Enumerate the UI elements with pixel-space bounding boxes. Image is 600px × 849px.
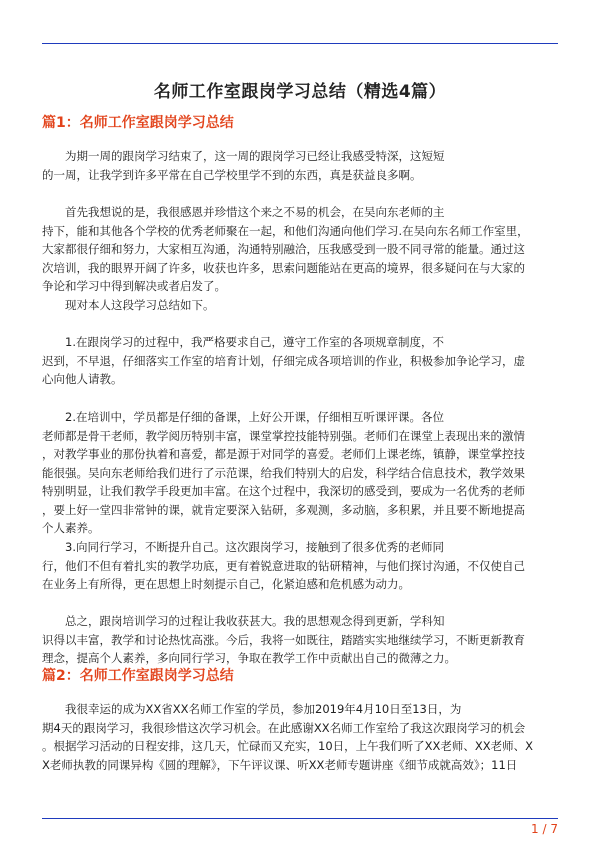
- page-number: 1 / 7: [531, 822, 558, 836]
- paragraph-line: 为期一周的跟岗学习结束了，这一周的跟岗学习已经让我感受特深，这短短: [65, 149, 445, 163]
- paragraph-line: 次培训，我的眼界开阔了许多，收获也许多，思索问题能站在更高的境界，很多疑问在与大家的: [42, 260, 525, 275]
- document-title: 名师工作室跟岗学习总结（精选4篇）: [153, 82, 447, 102]
- paragraph-line: X老师执教的同课异构《圆的理解》，下午评议课、听XX老师专题讲座《细节成就高效》；11日: [42, 757, 518, 772]
- footer-rule: [42, 818, 558, 819]
- paragraph-line: 特别明显，让我们教学手段更加丰富。在这个过程中，我深切的感受到，要成为一名优秀的老师: [42, 484, 525, 498]
- paragraph-line: 迟到，不早退，仔细落实工作室的培育计划，仔细完成各项培训的作业，积极参加争论学习，虚: [42, 353, 525, 368]
- paragraph: [42, 203, 558, 296]
- paragraph-line: 我很幸运的成为XX省XX名师工作室的学员，参加2019年4月10日至13日，为: [65, 702, 462, 716]
- paragraph-line: ，对教学事业的那份执着和喜爱，都是源于对同学的喜爱。老师们上课老练，镇静，课堂掌控技: [42, 447, 525, 461]
- paragraph-line: 行，他们不但有着扎实的教学功底，更有着锐意进取的钻研精神，与他们探讨沟通，不仅使自己: [42, 558, 525, 573]
- paragraph-line: 。根据学习活动的日程安排，这几天，忙碌而又充实，10日，上午我们听了XX老师、XX老师、X: [42, 739, 534, 753]
- paragraph-line: 期4天的跟岗学习，我很珍惜这次学习机会。在此感谢XX名师工作室给了我这次跟岗学习的机会: [42, 720, 526, 735]
- paragraph-line: 现对本人这段学习总结如下。: [65, 298, 215, 312]
- paragraph: [42, 538, 558, 594]
- paragraph: [42, 296, 558, 315]
- paragraph: [42, 333, 558, 389]
- paragraph: [42, 700, 558, 774]
- section-heading: 篇1：名师工作室跟岗学习总结: [42, 115, 234, 131]
- paragraph-line: 在业务上有所得，更在思想上时刻提示自己，化紧迫感和危机感为动力。: [42, 577, 410, 591]
- paragraph-line: 大家都很仔细和努力，大家相互沟通，沟通特别融洽，压我感受到一股不同寻常的能量。通过这: [42, 242, 525, 256]
- paragraph-line: 3.向同行学习，不断提升自己。这次跟岗学习，接触到了很多优秀的老师同: [65, 540, 444, 554]
- paragraph: [42, 147, 558, 184]
- section-heading: 篇2：名师工作室跟岗学习总结: [42, 668, 234, 684]
- paragraph-line: 心向他人请教。: [42, 372, 123, 386]
- paragraph: [42, 612, 558, 668]
- paragraph-line: 2.在培训中，学员都是仔细的备课，上好公开课，仔细相互听课评课。各位: [65, 410, 444, 424]
- paragraph-line: 理念，提高个人素养，多向同行学习，争取在教学工作中贡献出自己的微薄之力。: [42, 651, 456, 665]
- paragraph-line: 持下，能和其他各个学校的优秀老师聚在一起，和他们沟通向他们学习.在吴向东名师工作室里，: [42, 223, 529, 238]
- paragraph-line: 能很强。吴向东老师给我们进行了示范课，给我们特别大的启发，科学结合信息技术，教学效果: [42, 465, 525, 480]
- paragraph-line: 争论和学习中得到解决或者启发了。: [42, 279, 226, 293]
- paragraph: [42, 408, 558, 538]
- paragraph-line: 老师都是骨干老师，教学阅历特别丰富，课堂掌控技能特别强。老师们在课堂上表现出来的激情: [42, 428, 525, 443]
- header-rule: [42, 43, 558, 44]
- paragraph-line: ，要上好一堂四非常钟的课，就肯定要深入钻研，多观测，多动脑，多积累，并且要不断地提高: [42, 502, 525, 517]
- paragraph-line: 首先我想说的是，我很感恩并珍惜这个来之不易的机会，在吴向东老师的主: [65, 205, 445, 219]
- paragraph-line: 总之，跟岗培训学习的过程让我收获甚大。我的思想观念得到更新，学科知: [65, 614, 445, 628]
- paragraph-line: 识得以丰富，教学和讨论热忱高涨。今后，我将一如既往，踏踏实实地继续学习，不断更新教育: [42, 632, 525, 647]
- paragraph-line: 1.在跟岗学习的过程中，我严格要求自己，遵守工作室的各项规章制度，不: [65, 335, 444, 349]
- paragraph-line: 的一周，让我学到许多平常在自己学校里学不到的东西，真是获益良多啊。: [42, 167, 422, 182]
- paragraph-line: 个人素养。: [42, 521, 100, 535]
